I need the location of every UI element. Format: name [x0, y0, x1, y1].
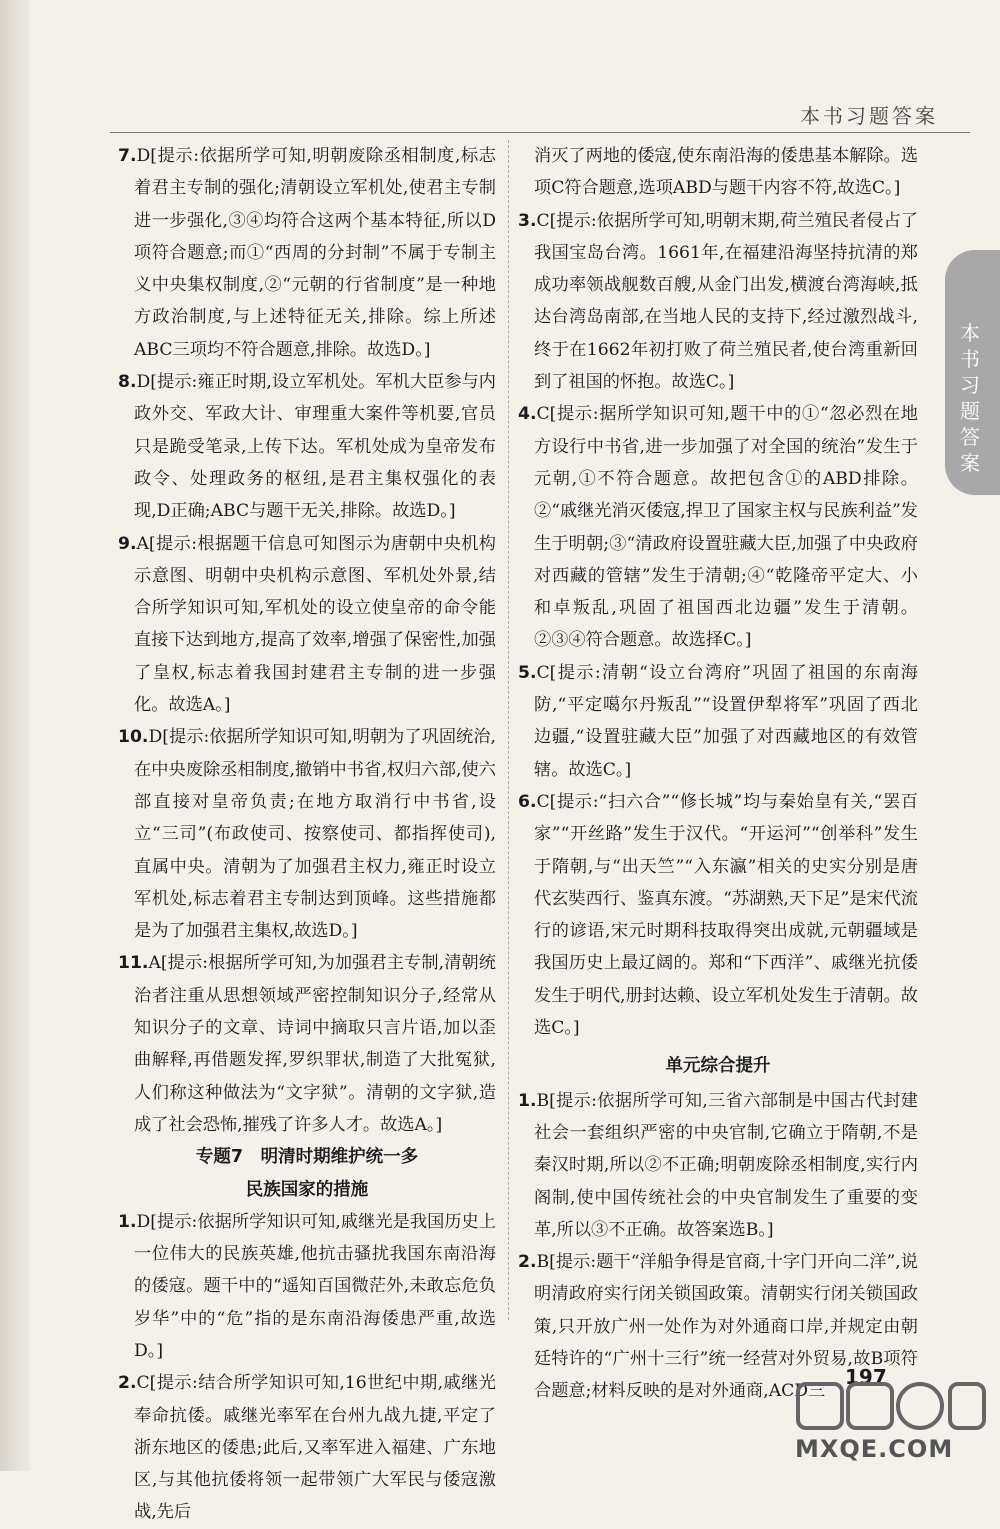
answer-item-9: 9.A[提示:根据题干信息可知图示为唐朝中央机构示意图、明朝中央机构示意图、军机处外景,结合所学知识可知,军机处的设立使皇帝的命令能直接下达到地方,提高了效率,增强了保密性,加强了皇权,标志着我国封建君主专制的进一步强化。故选A。] [118, 533, 496, 716]
answer-item-topic7-5: 5.C[提示:清朝“设立台湾府”巩固了祖国的东南海防,“平定噶尔丹叛乱”“设置伊犁将军”巩固了西北边疆,“设置驻藏大臣”加强了对西藏地区的有效管辖。故选C。] [518, 662, 918, 780]
section-heading-topic7-line1: 专题7 明清时期维护统一多 [195, 1147, 419, 1168]
right-column [518, 140, 918, 1408]
watermark-text: MXQE.COM [795, 1435, 954, 1463]
answer-item-topic7-2: 2.C[提示:结合所学知识可知,16世纪中期,戚继光奉命抗倭。戚继光率军在台州九战九捷,平定了浙东地区的倭患;此后,又率军进入福建、广东地区,与其他抗倭将领一起带领广大军民与倭寇激战,先后 [118, 1373, 496, 1523]
section-heading-unit-review: 单元综合提升 [665, 1056, 771, 1077]
header-title: 本书习题答案 [800, 104, 938, 128]
answer-item-topic7-2-continued: 消灭了两地的倭寇,使东南沿海的倭患基本解除。选项C符合题意,选项ABD与题干内容不符,故选C。] [534, 146, 918, 199]
left-column [118, 140, 496, 1529]
answer-item-10: 10.D[提示:依据所学知识可知,明朝为了巩固统治,在中央废除丞相制度,撤销中书省,权归六部,使六部直接对皇帝负责;在地方取消行中书省,设立“三司”(布政使司、按察使司、都指挥使司),直属中央。清朝为了加强君主权力,雍正时设立军机处,标志着君主专制达到顶峰。这些措施都是为了加强君主集权,故选D。] [118, 727, 496, 942]
page-number: 197 [845, 1365, 887, 1389]
answer-item-topic7-4: 4.C[提示:据所学知识可知,题干中的①“忽必烈在地方设行中书省,进一步加强了对全国的统治”发生于元朝,①不符合题意。故把包含①的ABD排除。②“戚继光消灭倭寇,捍卫了国家主权与民族利益”发生于明朝;③“清政府设置驻藏大臣,加强了中央政府对西藏的管辖”发生于清朝;④“乾隆帝平定大、小和卓叛乱,巩固了祖国西北边疆”发生于清朝。②③④符合题意。故选择C。] [518, 404, 918, 651]
answer-item-topic7-1: 1.D[提示:依据所学知识可知,戚继光是我国历史上一位伟大的民族英雄,他抗击骚扰我国东南沿海的倭寇。题干中的“遥知百国微茫外,未敢忘危负岁华”中的“危”指的是东南沿海倭患严重,故选D。] [118, 1211, 496, 1361]
column-divider [508, 140, 509, 1320]
answer-item-unit-2: 2.B[提示:题干“洋船争得是官商,十字门开向二洋”,说明清政府实行闭关锁国政策。清朝实行闭关锁国政策,只开放广州一处作为对外通商口岸,并规定由朝廷特许的“广州十三行”统一经营对外贸易,故B项符合题意;材料反映的是对外通商,ACD三 [518, 1252, 918, 1402]
answer-item-11: 11.A[提示:根据所学可知,为加强君主专制,清朝统治者注重从思想领域严密控制知识分子,经常从知识分子的文章、诗词中摘取只言片语,加以歪曲解释,再借题发挥,罗织罪状,制造了大批冤狱,人们称这种做法为“文字狱”。清朝的文字狱,造成了社会恐怖,摧残了许多人才。故选A。] [118, 953, 496, 1135]
answer-item-topic7-3: 3.C[提示:依据所学可知,明朝末期,荷兰殖民者侵占了我国宝岛台湾。1661年,在福建沿海坚持抗清的郑成功率领战舰数百艘,从金门出发,横渡台湾海峡,抵达台湾岛南部,在当地人民的支持下,经过激烈战斗,终于在1662年初打败了荷兰殖民者,使台湾重新回到了祖国的怀抱。故选C。] [518, 210, 918, 393]
side-tab-label: 本书习题答案 [960, 321, 980, 475]
answer-item-topic7-6: 6.C[提示:“扫六合”“修长城”均与秦始皇有关,“罢百家”“开丝路”发生于汉代。“开运河”“创举科”发生于隋朝,与“出天竺”“入东瀛”相关的史实分别是唐代玄奘西行、鉴真东渡。“苏湖熟,天下足”是宋代流行的谚语,宋元时期科技取得突出成就,元朝疆域是我国历史上最辽阔的。郑和“下西洋”、戚继光抗倭发生于明代,册封达赖、设立军机处发生于清朝。故选C。] [518, 791, 918, 1039]
answer-item-8: 8.D[提示:雍正时期,设立军机处。军机大臣参与内政外交、军政大计、审理重大案件等机要,官员只是跪受笔录,上传下达。军机处成为皇帝发布政令、处理政务的枢纽,是君主集权强化的表现,D正确;ABC与题干无关,排除。故选D。] [118, 372, 496, 522]
answer-item-7: 7.D[提示:依据所学可知,明朝废除丞相制度,标志着君主专制的强化;清朝设立军机处,使君主专制进一步强化,③④均符合这两个基本特征,所以D项符合题意;而①“西周的分封制”不属于专制主义中央集权制度,②“元朝的行省制度”是一种地方政治制度,与上述特征无关,排除。综上所述ABC三项均不符合题意,排除。故选D。] [118, 146, 496, 360]
section-heading-topic7-line2: 民族国家的措施 [245, 1179, 369, 1200]
page-binding-edge [0, 0, 30, 1471]
answer-item-unit-1: 1.B[提示:依据所学可知,三省六部制是中国古代封建社会一套组织严密的中央官制,它确立于隋朝,不是秦汉时期,所以②不正确;明朝废除丞相制度,实行内阁制,使中国传统社会的中央官制发生了重要的变革,所以③不正确。故答案选B。] [518, 1090, 918, 1240]
header-rule [110, 132, 970, 133]
